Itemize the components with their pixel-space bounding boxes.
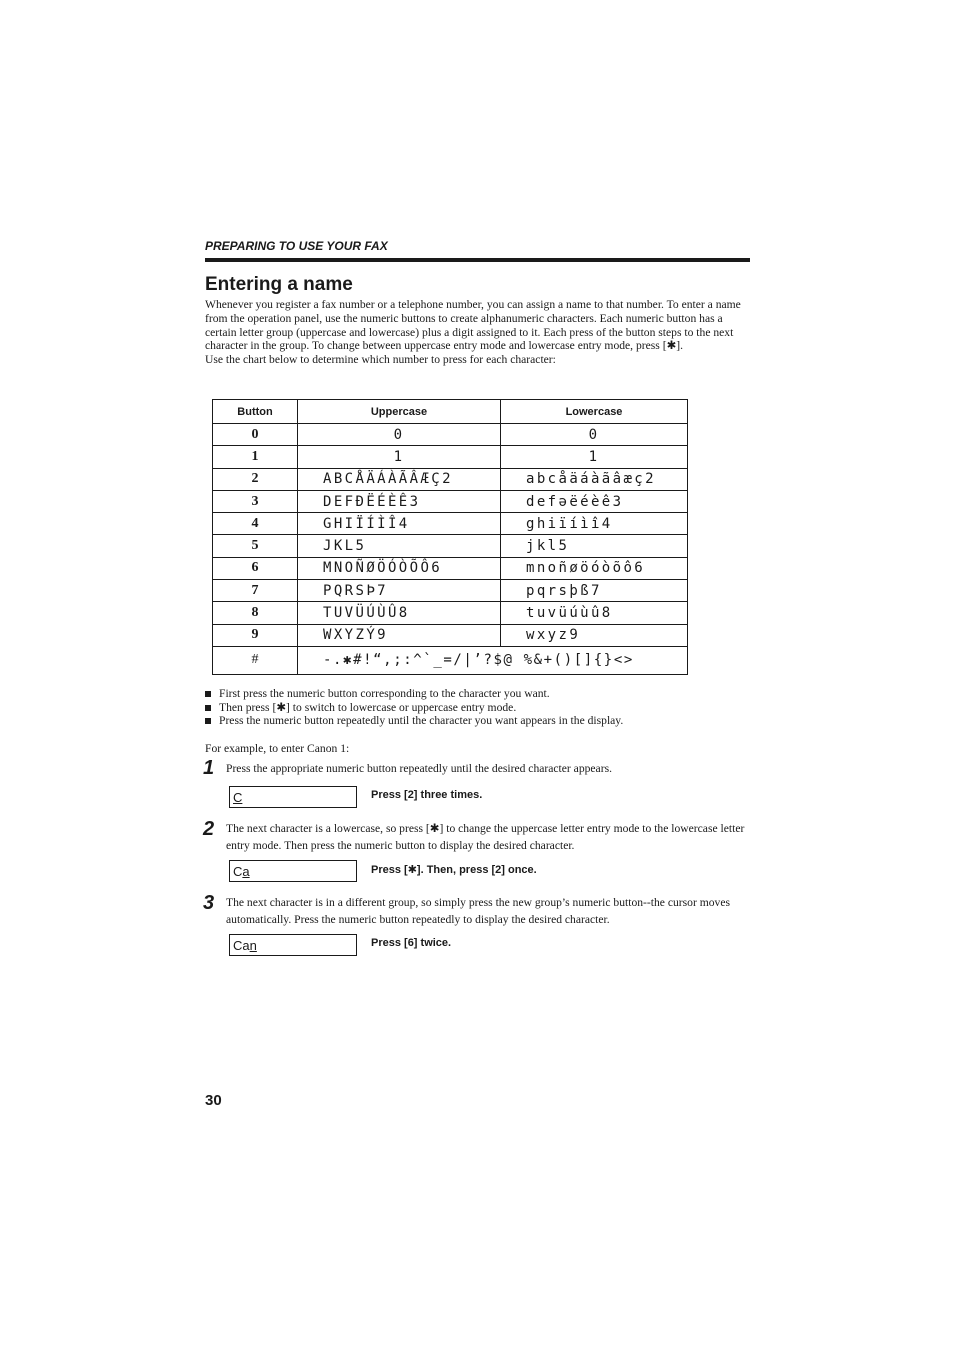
button-cell: 8 bbox=[213, 602, 298, 624]
star-key-icon: ✱ bbox=[666, 338, 677, 353]
bullet-text-end: ] to switch to lowercase or uppercase entry mode. bbox=[286, 700, 517, 714]
display-cursor-char: n bbox=[249, 938, 257, 953]
uppercase-cell: 1 bbox=[298, 446, 501, 468]
step-1-caption: Press [2] three times. bbox=[371, 789, 483, 801]
uppercase-cell: MNOÑØÖÓÒÕÔ6 bbox=[298, 557, 501, 579]
lowercase-cell: defəëéèê3 bbox=[501, 490, 688, 512]
header-rule bbox=[205, 258, 750, 262]
step-2-text-end: ] to change the uppercase letter entry mode to the lowercase letter entry mode. Then press the numeric button to display the desired character. bbox=[226, 822, 745, 852]
chart-row bbox=[213, 490, 688, 512]
lowercase-cell: 0 bbox=[501, 424, 688, 446]
caption-text-end: ]. Then, press [2] once. bbox=[416, 864, 537, 876]
star-key-icon: ✱ bbox=[276, 699, 287, 714]
star-key-icon: ✱ bbox=[407, 863, 417, 876]
instruction-bullets bbox=[205, 687, 750, 728]
intro-text bbox=[205, 298, 750, 367]
button-cell: 6 bbox=[213, 557, 298, 579]
chart-row bbox=[213, 580, 688, 602]
button-cell: 2 bbox=[213, 468, 298, 490]
step-1-display bbox=[229, 786, 357, 808]
step-3-display bbox=[229, 934, 357, 956]
chart-row bbox=[213, 513, 688, 535]
button-cell: 9 bbox=[213, 624, 298, 646]
intro-p1-text: Whenever you register a fax number or a telephone number, you can assign a name to that number. To enter a name from the operation panel, use the numeric buttons to create alphanumeric characters. Each numeric button has a certain letter group (uppercase and lowercase) plus a digit assigned to it. Each press of the button steps to the next character in the group. To change between uppercase entry mode and lowercase entry mode, press [ bbox=[205, 298, 741, 353]
display-text: C bbox=[233, 864, 243, 879]
chart-row bbox=[213, 446, 688, 468]
column-header-uppercase: Uppercase bbox=[298, 400, 501, 424]
step-3-text: The next character is in a different group, so simply press the new group’s numeric button--the cursor moves automatically. Press the numeric button repeatedly to display the desired character. bbox=[226, 896, 730, 926]
lowercase-cell: wxyz9 bbox=[501, 624, 688, 646]
column-header-button: Button bbox=[213, 400, 298, 424]
lowercase-cell: abcåäáàãâæç2 bbox=[501, 468, 688, 490]
step-1-number: 1 bbox=[203, 757, 215, 779]
lowercase-cell: ghiïíìî4 bbox=[501, 513, 688, 535]
button-cell: 4 bbox=[213, 513, 298, 535]
character-chart bbox=[212, 399, 688, 675]
button-cell: 7 bbox=[213, 580, 298, 602]
display-text: Ca bbox=[233, 938, 250, 953]
step-2-caption bbox=[371, 863, 537, 876]
button-cell: 3 bbox=[213, 490, 298, 512]
chart-header-row bbox=[213, 400, 688, 424]
button-cell: 5 bbox=[213, 535, 298, 557]
step-3-number: 3 bbox=[203, 892, 215, 914]
display-cursor-char: C bbox=[233, 790, 243, 805]
star-key-icon: ✱ bbox=[429, 821, 440, 835]
uppercase-cell: GHIÏÍÌÎ4 bbox=[298, 513, 501, 535]
uppercase-cell: JKL5 bbox=[298, 535, 501, 557]
step-2-number: 2 bbox=[203, 818, 215, 840]
bullet-text: Press the numeric button repeatedly until the character you want appears in the display. bbox=[219, 714, 624, 728]
chart-row bbox=[213, 535, 688, 557]
chart-row bbox=[213, 557, 688, 579]
section-header: PREPARING TO USE YOUR FAX bbox=[205, 239, 388, 253]
uppercase-cell: PQRSÞ7 bbox=[298, 580, 501, 602]
page-title: Entering a name bbox=[205, 274, 353, 295]
bullet-square-icon bbox=[205, 705, 211, 711]
intro-p1-end: ]. bbox=[676, 339, 684, 353]
symbols-cell: -.✱#!“,;:^`_=/|’?$@ %&+()[]{}<> bbox=[298, 646, 688, 674]
caption-text-start: Press [ bbox=[371, 864, 408, 876]
uppercase-cell: TUVÜÚÙÛ8 bbox=[298, 602, 501, 624]
chart-row bbox=[213, 468, 688, 490]
uppercase-cell: 0 bbox=[298, 424, 501, 446]
chart-row bbox=[213, 424, 688, 446]
uppercase-cell: WXYZÝ9 bbox=[298, 624, 501, 646]
example-intro: For example, to enter Canon 1: bbox=[205, 742, 350, 755]
chart-row bbox=[213, 624, 688, 646]
intro-paragraph-2: Use the chart below to determine which number to press for each character: bbox=[205, 353, 556, 367]
uppercase-cell: DEFÐËÉÈÊ3 bbox=[298, 490, 501, 512]
column-header-lowercase: Lowercase bbox=[501, 400, 688, 424]
lowercase-cell: tuvüúùû8 bbox=[501, 602, 688, 624]
lowercase-cell: mnoñøöóòõô6 bbox=[501, 557, 688, 579]
bullet-square-icon bbox=[205, 718, 211, 724]
bullet-text: First press the numeric button corresponding to the character you want. bbox=[219, 687, 550, 700]
step-1-text: Press the appropriate numeric button repeatedly until the desired character appears. bbox=[226, 762, 612, 775]
step-2-text bbox=[226, 820, 746, 854]
display-cursor-char: a bbox=[242, 864, 250, 879]
step-2-display bbox=[229, 860, 357, 882]
button-cell: 1 bbox=[213, 446, 298, 468]
bullet-item bbox=[205, 687, 750, 701]
step-3-caption: Press [6] twice. bbox=[371, 937, 452, 949]
page-number: 30 bbox=[205, 1092, 222, 1109]
lowercase-cell: jkl5 bbox=[501, 535, 688, 557]
bullet-item bbox=[205, 701, 750, 715]
button-cell: # bbox=[213, 646, 298, 674]
chart-row bbox=[213, 602, 688, 624]
chart-row-symbols bbox=[213, 646, 688, 674]
bullet-square-icon bbox=[205, 691, 211, 697]
step-2-text-start: The next character is a lowercase, so press [ bbox=[226, 822, 430, 835]
bullet-text: Then press [ bbox=[219, 700, 277, 714]
intro-paragraph-1 bbox=[205, 298, 750, 353]
button-cell: 0 bbox=[213, 424, 298, 446]
lowercase-cell: 1 bbox=[501, 446, 688, 468]
bullet-item bbox=[205, 714, 750, 728]
lowercase-cell: pqrsþß7 bbox=[501, 580, 688, 602]
uppercase-cell: ABCÅÄÁÀÃÂÆÇ2 bbox=[298, 468, 501, 490]
